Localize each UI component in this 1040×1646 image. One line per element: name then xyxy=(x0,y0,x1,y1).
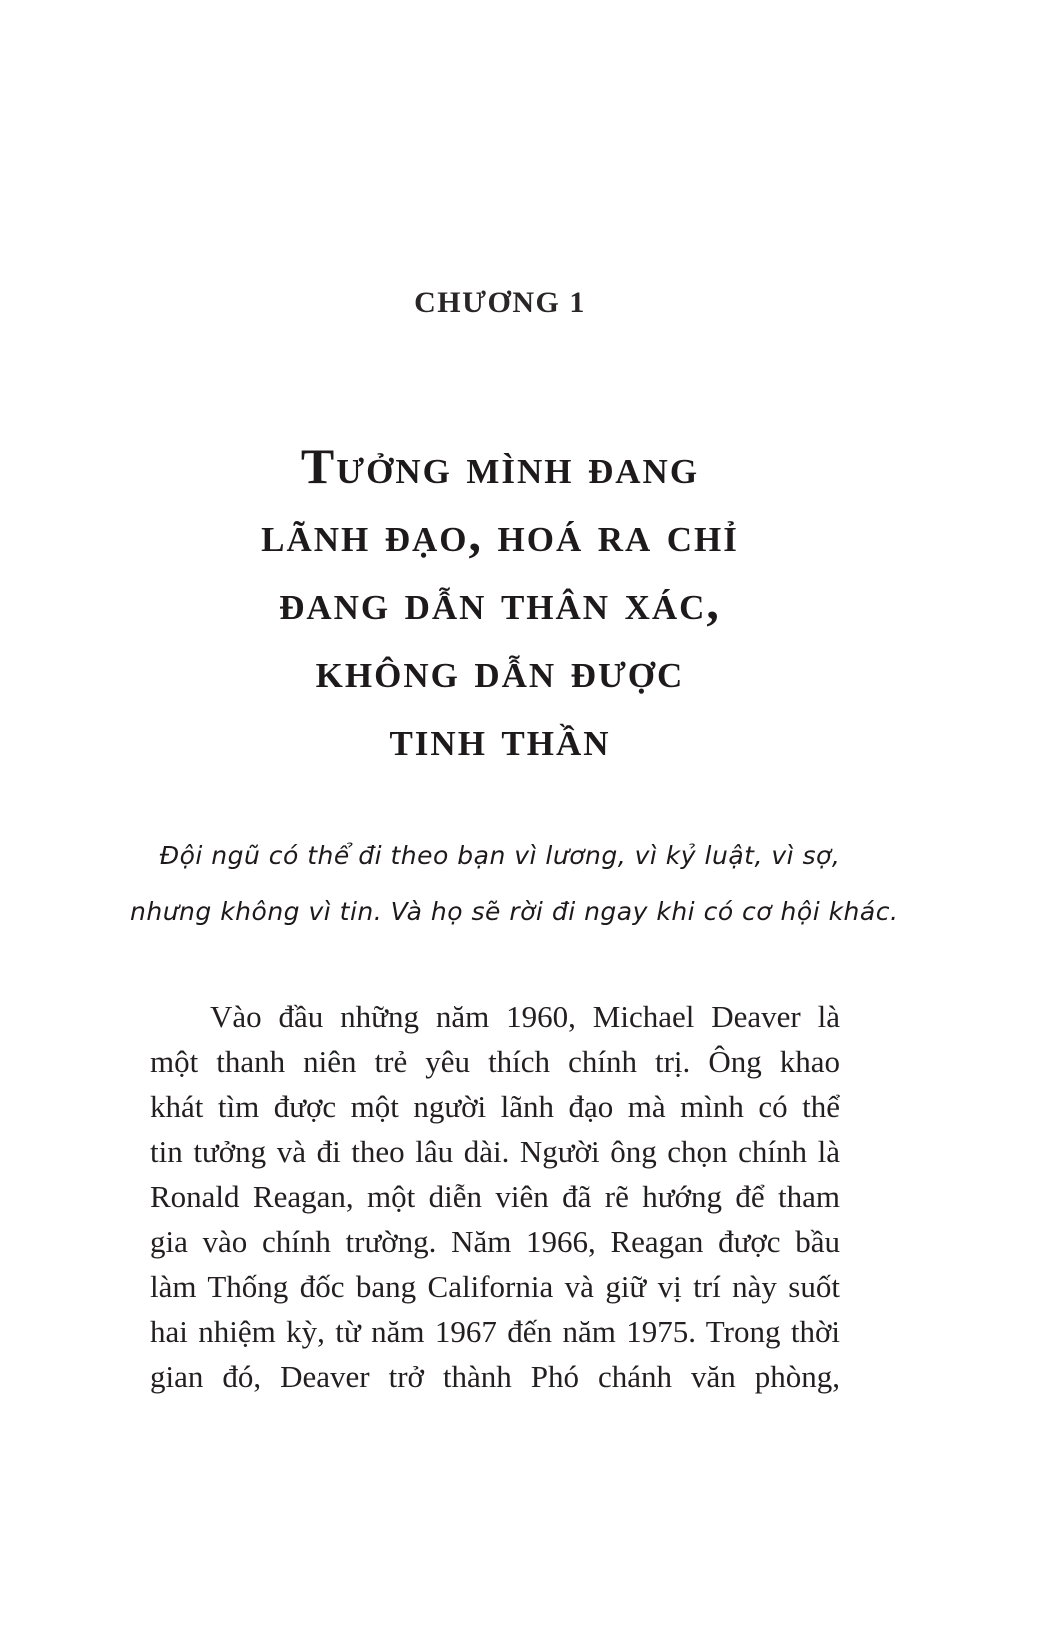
chapter-title xyxy=(150,432,850,772)
chapter-title-line: tinh thần xyxy=(389,710,611,766)
chapter-title-line: không dẫn được xyxy=(315,642,685,698)
body-line: gian đó, Deaver trở thành Phó chánh văn phòng, xyxy=(150,1359,840,1394)
body-line: Ronald Reagan, một diễn viên đã rẽ hướng để tham xyxy=(150,1179,840,1214)
chapter-label: CHƯƠNG 1 xyxy=(414,286,586,319)
body-line: Vào đầu những năm 1960, Michael Deaver là xyxy=(210,999,840,1034)
body-line: một thanh niên trẻ yêu thích chính trị. Ông khao xyxy=(150,1044,840,1079)
epigraph-line: Đội ngũ có thể đi theo bạn vì lương, vì kỷ luật, vì sợ, xyxy=(159,841,841,870)
epigraph-quote xyxy=(130,828,899,940)
body-line: làm Thống đốc bang California và giữ vị trí này suốt xyxy=(150,1269,840,1304)
body-paragraph xyxy=(150,994,840,1399)
body-line: tin tưởng và đi theo lâu dài. Người ông chọn chính là xyxy=(150,1134,840,1169)
body-line: gia vào chính trường. Năm 1966, Reagan được bầu xyxy=(150,1224,840,1259)
epigraph-line: nhưng không vì tin. Và họ sẽ rời đi ngay khi có cơ hội khác. xyxy=(130,897,899,926)
chapter-title-line: lãnh đạo, hoá ra chỉ xyxy=(261,506,739,562)
body-line: hai nhiệm kỳ, từ năm 1967 đến năm 1975. Trong thời xyxy=(150,1314,840,1349)
chapter-title-line: Tưởng mình đang xyxy=(300,438,700,494)
body-line: khát tìm được một người lãnh đạo mà mình có thể xyxy=(150,1089,840,1124)
chapter-title-line: đang dẫn thân xác, xyxy=(279,574,721,630)
